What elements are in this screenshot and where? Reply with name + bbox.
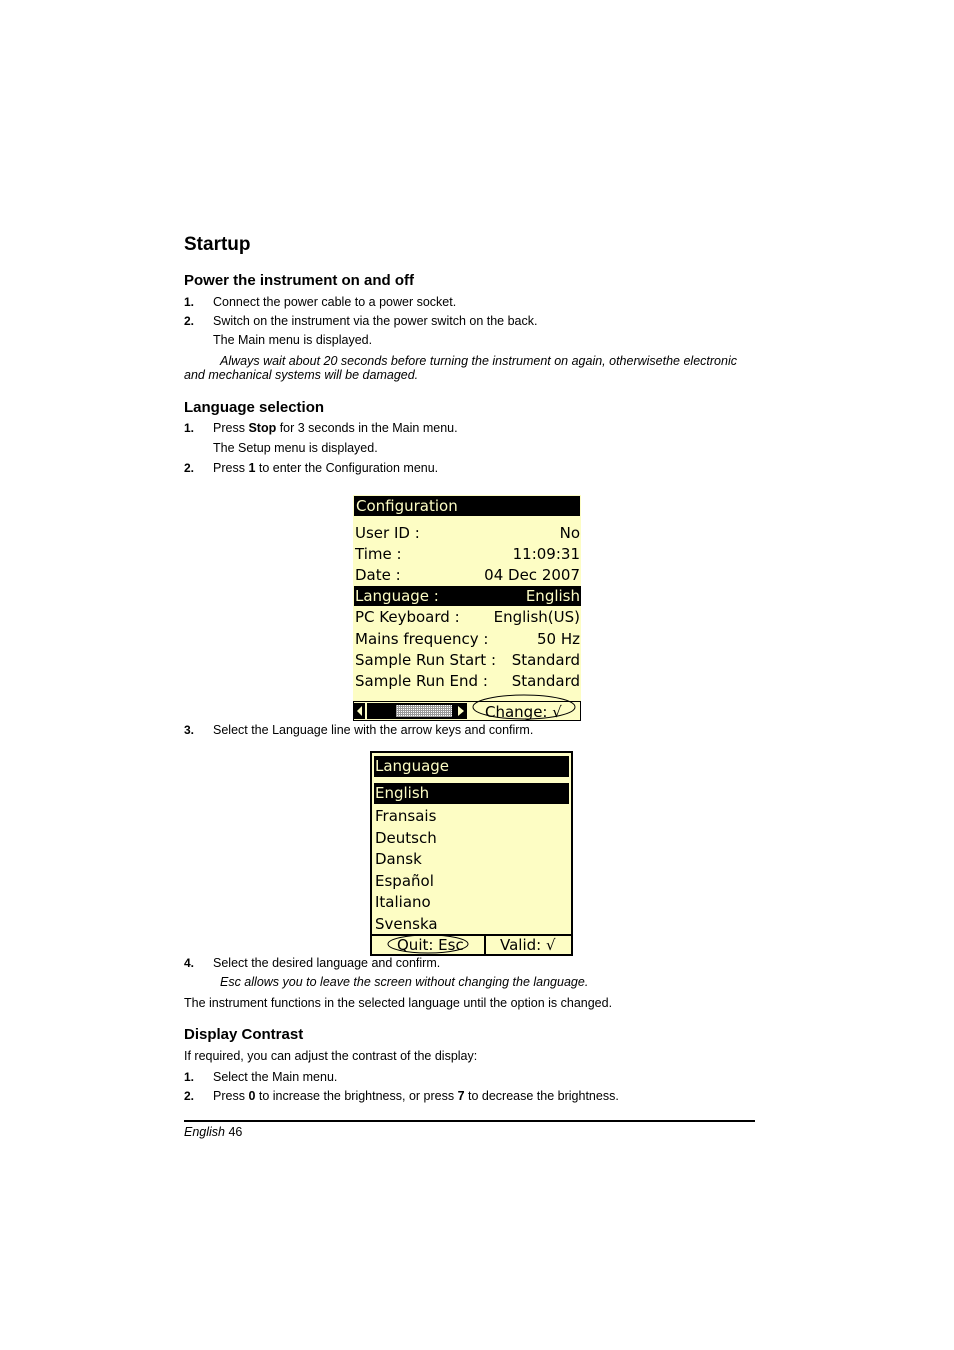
- step-number: 1.: [184, 421, 195, 435]
- step-number: 2.: [184, 461, 195, 475]
- contrast-step-2: Press 0 to increase the brightness, or press 7 to decrease the brightness.: [213, 1089, 619, 1103]
- language-result: The instrument functions in the selected language until the option is changed.: [184, 996, 613, 1010]
- step-number: 3.: [184, 723, 195, 737]
- power-step-2: Switch on the instrument via the power switch on the back.: [213, 314, 538, 328]
- language-step-4: Select the desired language and confirm.: [213, 956, 441, 970]
- section-title: Startup: [184, 234, 251, 255]
- quit-esc-button[interactable]: Quit: Esc: [397, 936, 464, 954]
- language-item-dansk[interactable]: Dansk: [375, 850, 422, 868]
- config-row-user-id[interactable]: User ID : No: [355, 524, 580, 542]
- language-heading: Language selection: [184, 399, 325, 416]
- language-item-fransais[interactable]: Fransais: [375, 807, 437, 825]
- valid-button[interactable]: Valid: √: [500, 936, 556, 954]
- esc-note: Esc allows you to leave the screen without changing the language.: [220, 975, 589, 989]
- contrast-intro: If required, you can adjust the contrast of the display:: [184, 1049, 478, 1063]
- config-row-sample-run-start[interactable]: Sample Run Start : Standard: [355, 651, 580, 669]
- language-step-2: Press 1 to enter the Configuration menu.: [213, 461, 439, 475]
- config-title: Configuration: [354, 496, 580, 516]
- power-result: The Main menu is displayed.: [213, 333, 373, 347]
- language-title: Language: [374, 756, 569, 777]
- language-item-espanol[interactable]: Español: [375, 872, 434, 890]
- footer-rule: [184, 1120, 755, 1122]
- contrast-heading: Display Contrast: [184, 1026, 304, 1043]
- page-footer: English 46: [184, 1125, 243, 1139]
- power-note-line1: Always wait about 20 seconds before turning the instrument on again, otherwisethe electronic: [220, 354, 737, 368]
- language-item-italiano[interactable]: Italiano: [375, 893, 431, 911]
- config-row-sample-run-end[interactable]: Sample Run End : Standard: [355, 672, 580, 690]
- power-heading: Power the instrument on and off: [184, 272, 415, 289]
- config-row-date[interactable]: Date : 04 Dec 2007: [355, 566, 580, 584]
- language-step-1: Press Stop for 3 seconds in the Main menu.: [213, 421, 458, 435]
- config-row-language[interactable]: Language : English: [355, 587, 580, 605]
- language-step-3: Select the Language line with the arrow keys and confirm.: [213, 723, 534, 737]
- step-number: 2.: [184, 1089, 195, 1103]
- step-number: 1.: [184, 295, 195, 309]
- language-item-svenska[interactable]: Svenska: [375, 915, 438, 933]
- language-item-deutsch[interactable]: Deutsch: [375, 829, 437, 847]
- language-screen: [370, 751, 573, 956]
- language-item-english[interactable]: English: [374, 783, 569, 804]
- step-number: 1.: [184, 1070, 195, 1084]
- config-row-pc-keyboard[interactable]: PC Keyboard : English(US): [355, 608, 580, 626]
- configuration-screen: [353, 495, 581, 721]
- step-number: 2.: [184, 314, 195, 328]
- config-row-time[interactable]: Time : 11:09:31: [355, 545, 580, 563]
- change-button[interactable]: Change: √: [485, 703, 562, 721]
- step-number: 4.: [184, 956, 195, 970]
- power-note-line2: and mechanical systems will be damaged.: [184, 368, 419, 382]
- contrast-step-1: Select the Main menu.: [213, 1070, 338, 1084]
- power-step-1: Connect the power cable to a power socket.: [213, 295, 457, 309]
- config-row-mains-frequency[interactable]: Mains frequency : 50 Hz: [355, 630, 580, 648]
- language-step-1-result: The Setup menu is displayed.: [213, 441, 378, 455]
